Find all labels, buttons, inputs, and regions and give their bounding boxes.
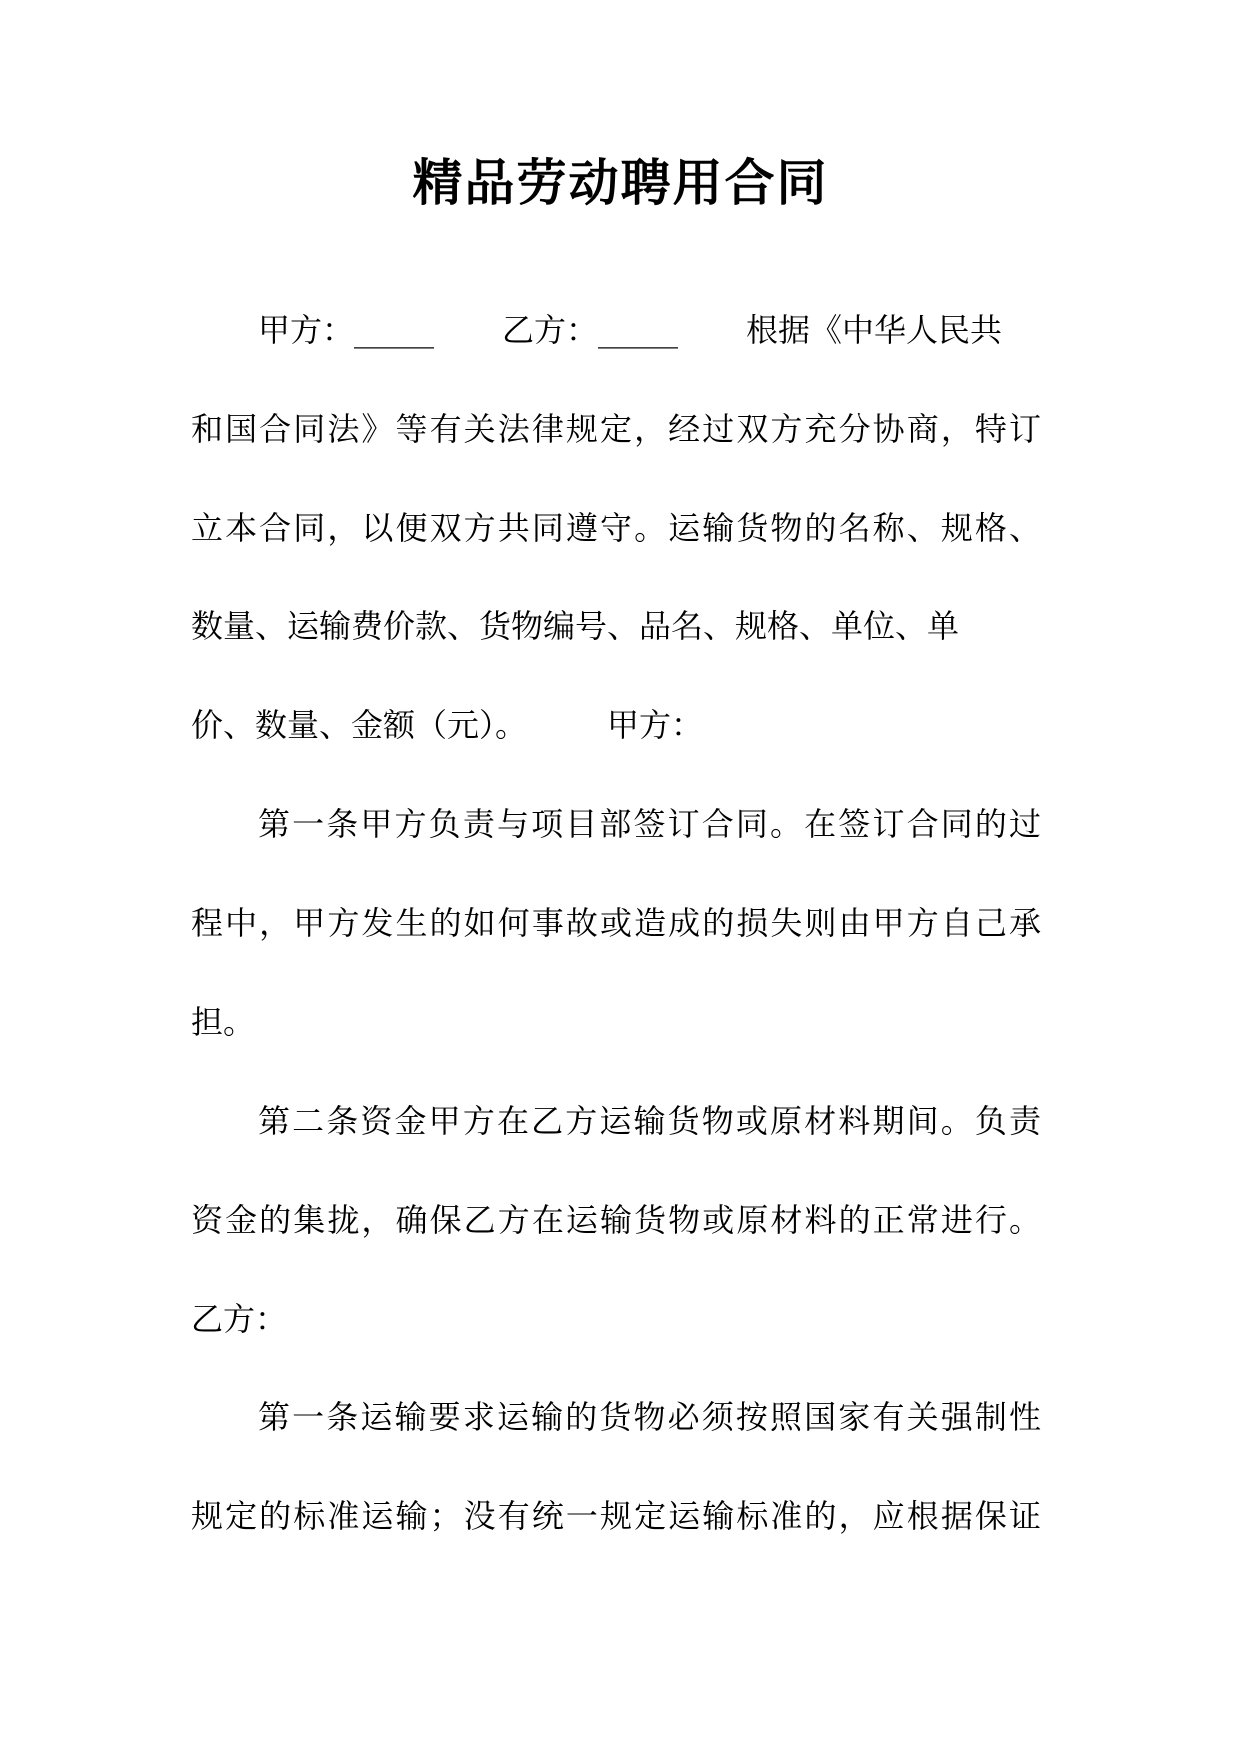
party-a-heading: 甲方：: [607, 706, 704, 744]
intro-text: 根据《中华人民共: [746, 311, 1003, 349]
paragraph-line-2: 和国合同法》等有关法律规定，经过双方充分协商，特订: [191, 410, 1041, 448]
clause-a2-line-2: 资金的集拢，确保乙方在运输货物或原材料的正常进行。: [191, 1201, 1041, 1239]
clause-b1-line-2: 规定的标准运输；没有统一规定运输标准的，应根据保证: [191, 1497, 1041, 1535]
paragraph-line-5: [191, 700, 1041, 750]
paragraph-line-1: [258, 305, 1041, 355]
paragraph-line-3: 立本合同，以便双方共同遵守。运输货物的名称、规格、: [191, 509, 1041, 547]
clause-a1-line-1: 第一条甲方负责与项目部签订合同。在签订合同的过: [258, 805, 1041, 843]
party-a-blank: 甲方：_____: [258, 311, 435, 349]
clause-a1-line-3: 担。: [191, 1003, 256, 1041]
clause-a1-line-2: 程中，甲方发生的如何事故或造成的损失则由甲方自己承: [191, 904, 1041, 942]
clause-b1-line-1: 第一条运输要求运输的货物必须按照国家有关强制性: [258, 1398, 1041, 1436]
party-b-blank: 乙方：_____: [502, 311, 679, 349]
paragraph-line-4: 数量、运输费价款、货物编号、品名、规格、单位、单: [191, 607, 960, 645]
party-b-heading: 乙方：: [191, 1300, 288, 1338]
goods-list-text: 价、数量、金额（元）。: [191, 706, 528, 744]
document-title: 精品劳动聘用合同: [412, 154, 829, 212]
clause-a2-line-1: 第二条资金甲方在乙方运输货物或原材料期间。负责: [258, 1102, 1041, 1140]
